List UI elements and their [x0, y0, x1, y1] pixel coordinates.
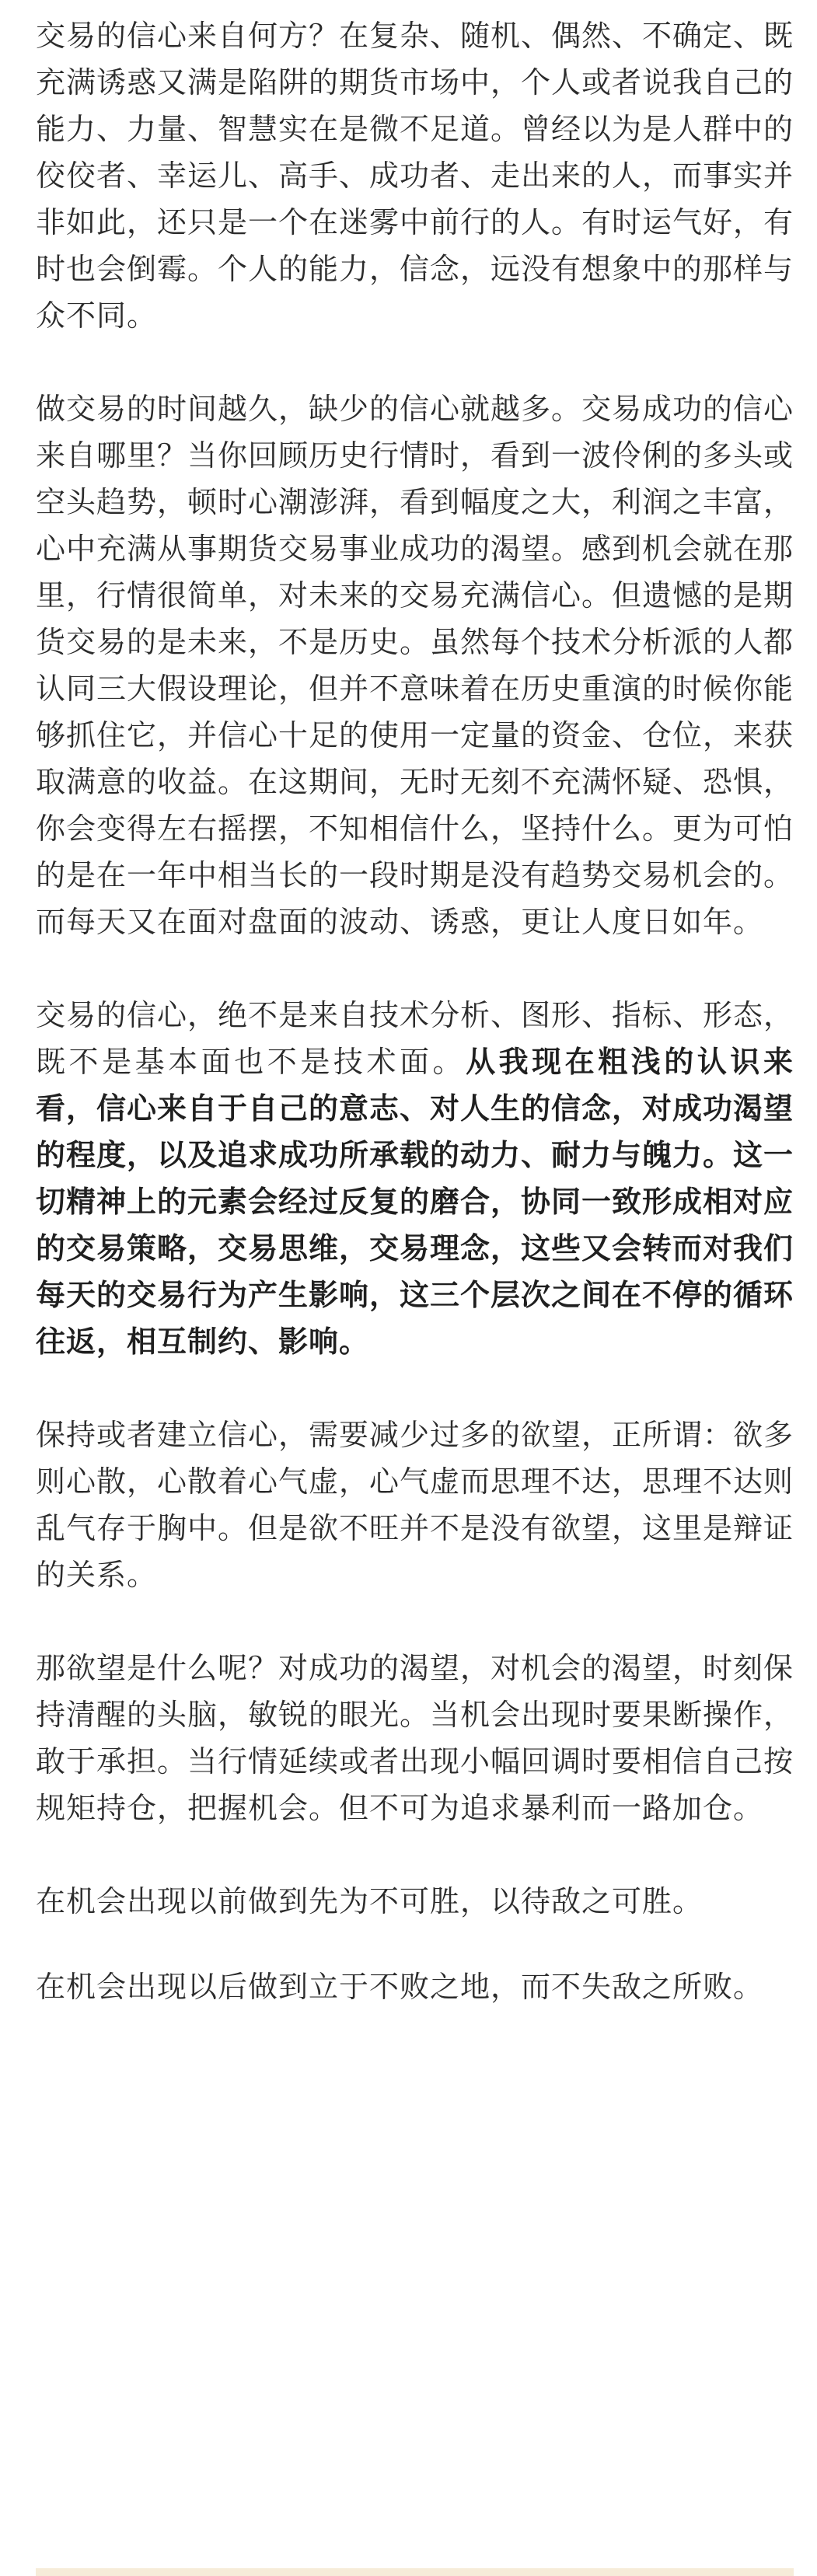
paragraph-trading-duration: 做交易的时间越久，缺少的信心就越多。交易成功的信心来自哪里？当你回顾历史行情时，看到一波伶俐的多头或空头趋势，顿时心潮澎湃，看到幅度之大，利润之丰富，心中充满从事期货交易事业成功的渴望。感到机会就在那里，行情很简单，对未来的交易充满信心。但遗憾的是期货交易的是未来，不是历史。虽然每个技术分析派的人都认同三大假设理论，但并不意味着在历史重演的时候你能够抓住它，并信心十足的使用一定量的资金、仓位，来获取满意的收益。在这期间，无时无刻不充满怀疑、恐惧，你会变得左右摇摆，不知相信什么，坚持什么。更为可怕的是在一年中相当长的一段时期是没有趋势交易机会的。而每天又在面对盘面的波动、诱惑，更让人度日如年。 [36, 392, 794, 939]
paragraph-confidence-origin-bold: 从我现在粗浅的认识来看，信心来自于自己的意志、对人生的信念，对成功渴望的程度，以及追求成功所承载的动力、耐力与魄力。这一切精神上的元素会经过反复的磨合，协同一致形成相对应的交易策略，交易思维，交易理念，这些又会转而对我们每天的交易行为产生影响，这三个层次之间在不停的循环往返，相互制约、影响。 [36, 1045, 794, 1359]
paragraph-reduce-desire: 保持或者建立信心，需要减少过多的欲望，正所谓：欲多则心散，心散着心气虚，心气虚而思理不达，思理不达则乱气存于胸中。但是欲不旺并不是没有欲望，这里是辩证的关系。 [36, 1418, 794, 1592]
bottom-divider [36, 2568, 794, 2576]
paragraph-confidence-origin-normal: 交易的信心，绝不是来自技术分析、图形、指标、形态，既不是基本面也不是技术面。 [36, 998, 794, 1079]
paragraph-confidence-origin [36, 992, 794, 1365]
paragraph-after-opportunity: 在机会出现以后做到立于不败之地，而不失敌之所败。 [36, 1970, 764, 2004]
paragraph-what-is-desire: 那欲望是什么呢？对成功的渴望，对机会的渴望，时刻保持清醒的头脑，敏锐的眼光。当机会出现时要果断操作，敢于承担。当行情延续或者出现小幅回调时要相信自己按规矩持仓，把握机会。但不可为追求暴利而一路加仓。 [36, 1651, 794, 1825]
paragraph-source-of-confidence: 交易的信心来自何方？在复杂、随机、偶然、不确定、既充满诱惑又满是陷阱的期货市场中，个人或者说我自己的能力、力量、智慧实在是微不足道。曾经以为是人群中的佼佼者、幸运儿、高手、成功者、走出来的人，而事实并非如此，还只是一个在迷雾中前行的人。有时运气好，有时也会倒霉。个人的能力，信念，远没有想象中的那样与众不同。 [36, 19, 794, 333]
paragraph-before-opportunity: 在机会出现以前做到先为不可胜，以待敌之可胜。 [36, 1884, 704, 1918]
